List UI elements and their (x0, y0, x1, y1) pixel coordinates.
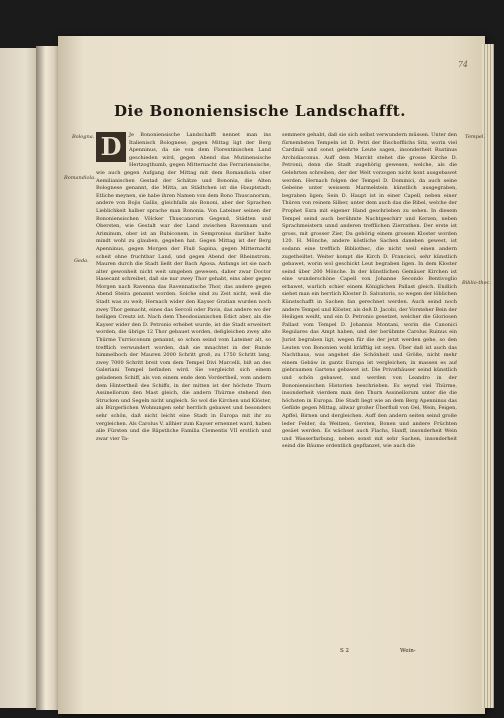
margin-note-geda: Geda. (74, 258, 89, 264)
catchword: Wein- (400, 648, 416, 654)
column-right-text: semmere gehabt, daß sie sich selbst verwundern müssen. Unter den fürnembsten Tempeln ist D. Petri der Bischofflichs Sitz, worin viel Cardinäl und sonst gelehrte Leute sagen, insonderheit Rustinus Archidiaconus. Auff dem Marckt stehet die grosse Kirche D. Petronii, denn die Stadt zugehörig gewesen, welche, als die Gelehrten schreiben, der der Welt vorzogen nicht kont ausgebawet werden. Hernach folgen der Tempel D. Dominici, da auch seine Gebeine unter weissem Marmelstein künstlich ausgegraben, begraben ligen; Sein D. Haupt ist in einer Capell, neben einer Thüren von reinem Silber, unter dem auch das die Bibel, welche der Prophet Esra mit eigener Hand geschrieben zu sehen. In diesem Tempel seind auch berühmte Nachtgeschirr und Kerzen, neben Sprachmeistern unnd anderen trefflichen Zierrathen. Der erste ist gross, mit grosser Zier, Da gehörig einem grossen Kloster worden 120. H. Mönche, andere köstliche Sachen daneben gewest, ist sodann eine trefflich Bibliothec, die nicht weil einen andern zugetheiltet. Weiter kompt die Kirch D. Francisci, sehr künstlich gebawet, worin wol geschickt Leut begraben ligen. In dem Kloster seind über 200 Mönche. In der künstlichen Gemäuer Kirchen ist eine wunderschöne Capell von Johanne Secondo Bentivoglio erbawet, warlich schier einem Königlichen Pallast gleich. Endlich siehet man ein herrlich Kloster D. Salvatoris, so wegen der löblichen Künstschafft in Sachen fan gerechnet werden. Auch seind noch andere Tempel und Klöster, als deß D. Jacobi, der Vorsteher Bein der Heiligen weißt, und ein D. Petronio gesetzet, welcher die Gloriosen Pallast vom Tempel D. Johannis Montani, worin die Canonici Regulares das Ampt haben, und der berühmte Carolus Ruinus ein Jurist begraben ligt, wegen für die der jetzt werden gehe, so den Leuten von Bononien wohl kräfftig ist seyn. Über daß ist auch das Nachthaus, was angehet die Schönheit und Größe, nicht mehr einem Gebäw in gantz Europa ist vergleichen, in massen es auf giebraumen Gartens gebawet ist. Die Privathäuser seind künstlich und schön gebawet, und werden von Leandro in der Bononiensischen Historien beschrieben. Es seynd viel Thürme, insonderheit vierdem man den Thurn Assinellorum unter die die höchsten in Europa. Die Stadt liegt wie an dem Berg Apenninus das Gefilde gegen Mittag, allwar großer Überfluß von Oel, Wein, Feigen, Apffel, Birnen und dergleichen. Auff den andern seiten seind große leder Felder, da Weitzen, Gersten, Bonen und andere Früchten gesäet werden. Es wächset auch Flachs, Hanff, insonderheit Wein und Wasserfarbung, neben sonst mit sehr Sachen, insonderheit seind die Bäume ordentlich gepflanzet, wie auch die (282, 132, 457, 450)
text-column-right (282, 132, 457, 652)
signature-mark: S 2 (340, 648, 350, 654)
margin-note-romandiola: Romandiola. (64, 175, 96, 181)
column-left-text: Je Bononiensische Landschafft nennet man ins Italienisch Bolognese, gegen Mittag ligt der Berg Apenninus, da sie von dem Florentinischen Land geschieden wird, gegen Abend das Mutinensische Hertzogthumb, gegen Mitternacht das Ferrariensische, wie auch gegen Aufgang der Mittag mit dem Romandiola ober Aemilianischen Gestad der Schätze und Bononia, die Alten Bolognese genannt, die Mitta, an Städtchen ist die Hauptstadt; Etliche meynen, sie habe ihren Namen von dem Bono Thuscanorum, andere von Bojis Gallis, gleichfalls als Bononi, aber der Sprachen Lieblichkeit halber sprache man Bononia. Von Lateiner seinen der Bononiensischen Völcker Thuscanorum Gegend, Städten und Obersten, wie Gestalt war der Land zwischen Ravennam und Ariminum, ober ist an Rubiconem, in Sempronius darüber halte mindt wohl zu glauben, gegeben hat. Gegen Mittag ist der Berg Apenninus, gegen Morgen der Fluß Sapina, gegen Mitternacht scheit ohne fruchtbar Land, und gegen Abend der Rheinstrom, Mauren durch die Stadt ließt der Bach Aposa. Anfangs ist sie nach alter gewonheit nicht weit umgeben gewesen, daher zwar Doctor Hasecant schreibet, daß sie nur zwey Thor gehabt, eins aber gegen Morgen nach Ravenna das Ravennatische Thor, das andere gegen Abend Steira genannt worden. Solche sind zu Zeit nicht, weil die Stadt was zu weit; Hernach wider den Kayser Gratian wurden noch zwey Thor gemacht, eines das Sercoli oder Pavis, das andere wo der heiligen Creutz ist. Nach dem Theodosianischen Edict aber, als die Kayser wider den D. Petronio erhebet wurde, ist die Stadt erweitert worden, die übrige 12 Thor gebauet worden, deßgleichen zwey alte Thürme Turrisconum genannt, so schon seind vom Lateiner alt, so trefflich verwundert worden, daß sie mnachtet in der Runde himmelhoch der Mauren 2000 Schritt groß, zu 1750 Schritt lang, zwey 7000 Schritt breit vom dem Tempel Divi Marcelli, biß an des Galeriani Tempel befinden wird. Sie vergleicht sich einem geladenen Schiff, als von einem ende dem Vordertheil, vom andern dem Hintertheil des Schiffs, in der mitten ist der höchste Thurn Assinellorum den Mast gleich, die andern Thürme stehend den Strucken und Segeln nicht ungleich. So wol die Kirchen und Klöster, als Bürgerlichen Wohnungen sehr herrlich gebawet und besonders sehr schön, daß nicht leicht eine Stadt in Europa mit ihr zu vergleichen. Als Carolus V. allhier zum Kayser ernennet ward, haben alle Fürsten und die Bäpstliche Familia Clementis VII erstlich und zwar vier Ta- (96, 132, 271, 442)
folio-number: 74 (457, 60, 468, 69)
page-title: Die Bononiensische Landschafft. (114, 102, 406, 120)
decorated-initial: D (96, 132, 126, 162)
page-edges (482, 44, 494, 708)
margin-note-bologna: Bologna. (72, 134, 95, 140)
text-column-left (96, 132, 271, 652)
margin-note-bibliothec: Biblio-thec. (462, 280, 491, 286)
margin-note-tempel: Tempel. (465, 134, 485, 140)
gutter (36, 46, 60, 710)
